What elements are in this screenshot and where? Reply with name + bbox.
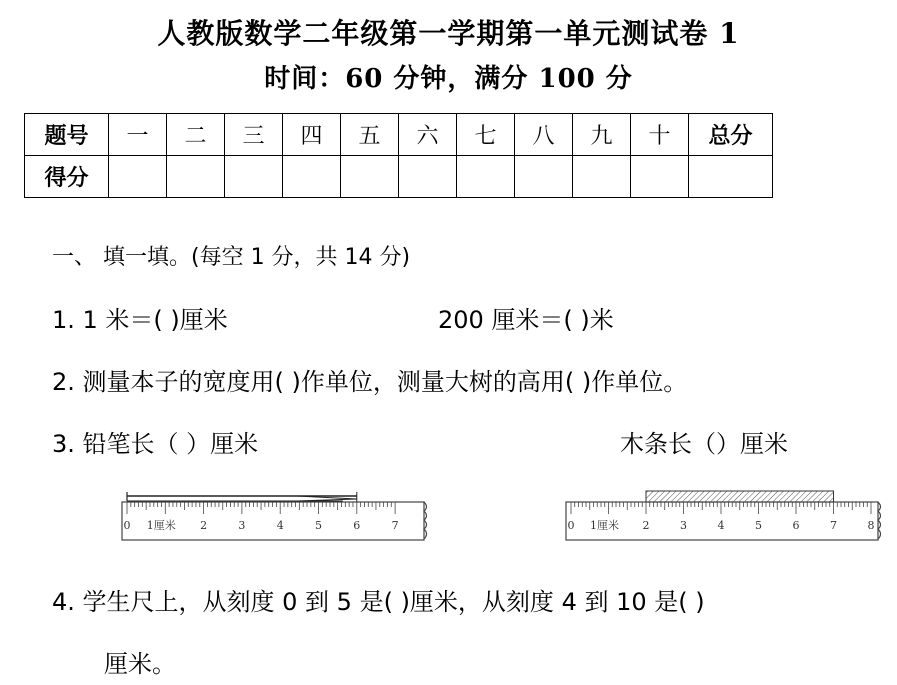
question-3-part-1: 3. 铅笔长（ ）厘米	[52, 430, 259, 458]
column-header: 四	[283, 114, 341, 156]
column-header: 六	[399, 114, 457, 156]
score-cell[interactable]	[515, 156, 573, 198]
page-subtitle: 时间：60 分钟，满分 100 分	[264, 64, 633, 94]
pencil-tip	[297, 496, 357, 501]
ruler-with-pencil	[118, 486, 434, 548]
page-title: 人教版数学二年级第一学期第一单元测试卷 1	[157, 17, 740, 50]
unit-label: 1厘米	[590, 519, 619, 532]
column-header-total: 总分	[689, 114, 773, 156]
score-cell[interactable]	[167, 156, 225, 198]
tick-label: 7	[830, 519, 837, 532]
score-table-header-row	[25, 114, 773, 156]
tick-label: 7	[391, 519, 399, 532]
score-cell[interactable]	[341, 156, 399, 198]
column-header: 五	[341, 114, 399, 156]
tick-label: 8	[867, 519, 875, 532]
section-heading: 一、 填一填。(每空 1 分，共 14 分)	[52, 245, 411, 270]
tick-label: 6	[353, 519, 361, 532]
tick-label: 4	[717, 519, 725, 532]
score-table-score-row	[25, 156, 773, 198]
unit-label: 1厘米	[146, 519, 176, 532]
tick-label: 5	[755, 519, 762, 532]
ruler-with-wooden-stick	[562, 486, 888, 548]
score-cell[interactable]	[631, 156, 689, 198]
question-4-line-2: 厘米。	[104, 650, 176, 678]
tick-label: 2	[200, 519, 208, 532]
score-cell[interactable]	[109, 156, 167, 198]
tick-label: 3	[680, 519, 687, 532]
score-cell[interactable]	[573, 156, 631, 198]
score-cell-total[interactable]	[689, 156, 773, 198]
column-header: 一	[109, 114, 167, 156]
score-cell[interactable]	[283, 156, 341, 198]
row-label-question-number: 题号	[25, 114, 109, 156]
column-header: 八	[515, 114, 573, 156]
tick-label: 5	[315, 519, 322, 532]
tick-label: 0	[123, 519, 131, 532]
tick-label: 0	[567, 519, 575, 532]
column-header: 二	[167, 114, 225, 156]
score-cell[interactable]	[225, 156, 283, 198]
column-header: 三	[225, 114, 283, 156]
question-4-line-1: 4. 学生尺上，从刻度 0 到 5 是( )厘米，从刻度 4 到 10 是( )	[52, 588, 705, 616]
row-label-score: 得分	[25, 156, 109, 198]
tick-label: 4	[276, 519, 284, 532]
column-header: 九	[573, 114, 631, 156]
question-2: 2. 测量本子的宽度用( )作单位，测量大树的高用( )作单位。	[52, 368, 688, 396]
question-1-part-1: 1. 1 米＝( )厘米	[52, 306, 228, 334]
score-cell[interactable]	[457, 156, 515, 198]
score-table	[24, 113, 773, 198]
tick-label: 6	[792, 519, 800, 532]
question-3-part-2: 木条长（）厘米	[620, 430, 788, 458]
wooden-stick	[646, 491, 834, 502]
column-header: 十	[631, 114, 689, 156]
question-1-part-2: 200 厘米＝( )米	[438, 306, 614, 334]
tick-label: 2	[642, 519, 650, 532]
tick-label: 3	[238, 519, 246, 532]
score-cell[interactable]	[399, 156, 457, 198]
column-header: 七	[457, 114, 515, 156]
